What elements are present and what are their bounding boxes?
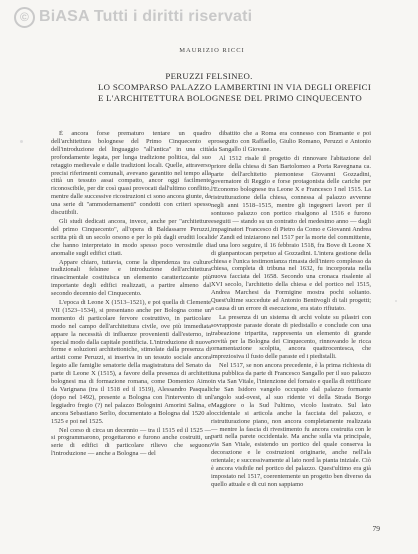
paragraph: Al 1512 risale il progetto di rinnovare l'abitazione del priore della chiesa di San Bartolomeo a Porta Ravegnana ca. parte dell'architetto piemontese Giovanni Gozzadini, governatore di Reggio e forse protagonista delle cariche per l'Economo bolognese tra Leone X e Francesco I nel 1515. La ristrutturazione della chiesa, connessa al palazzo avvenne negli anni 1518–1515, mentre gli ingegneri lavori per il sontuoso palazzo con portico risalgono al 1516 e furono eseguiti — stando su un contratto del medesimo anno — dagli impaginatori Francesco di Pietro da Como e Giovanni Andrea de' Zandi ed iniziarono nel 1517 per la morte del committente, ad una loro seguire, il 16 febbraio 1518, fra Bove di Leone X di gianpantocan perpetuo al Gozzadini. L'intera gestione della chiesa e l'unica testimonianza rimasta dell'intero complesso da chiesa, completa di tribuna nel 1632, fu incorporata nella nuova facciata del 1658. Secondo una cronaca risalente al XVI secolo, l'architetto della chiesa e del portico nel 1515, Andrea Marchesi da Formigine mostra pochi soltanto. Quest'ultime succedute ad Antonio Bentivogli di tali progetti; a causa di un errore di esecuzione, era stato rifiutato. <box>211 154 371 312</box>
paragraph: Gli studi dedicati ancora, invece, anche per "architetture del primo Cinquecento", all'opera di Baldassarre Peruzzi, scritta più di un secolo orsono e per lo più dagli eruditi locali che hanno interpretato in modo spesso poco verosimile di anomalie sugli edifici citati. <box>51 217 211 257</box>
watermark <box>14 4 414 30</box>
paragraph: Nel corso di circa un decennio — tra il 1515 ed il 1525 — si programmarono, progettarono e furono anche costruiti, un serie di edifici di particolare rilievo che seguono l'introduzione — anche a Bologna — del <box>51 426 211 458</box>
text-column-right <box>211 130 371 525</box>
title-line: PERUZZI FELSINEO. <box>165 71 253 81</box>
paragraph: La presenza di un sistema di archi volute su pilastri con sovrapposte paraste dorate di piedistallo e conclude con una trabeazione tripartita, rappresenta un elemento di grande novità per la Bologna dei Cinquecento, rinnovando le ricca ornamentazione scolpita, ancora quattrocentesca, che impreziosiva il fusto delle paraste ed i piedistalli. <box>211 313 371 361</box>
article-author: MAURIZIO RICCI <box>179 47 245 54</box>
paragraph: L'epoca di Leone X (1513–1521), e poi quella di Clemente VII (1523–1534), si presentano anche per Bologna come un momento di particolare fervore costruttivo, in particolare modo nel campo dell'architettura civile, ove più immediata appare la necessità di influenze provenienti dall'esterno, in special modo dalla capitale pontificia. L'introduzione di nuove forme e soluzioni architettoniche, stimolate dalla presenza di artisti come Peruzzi, si inseriva in un tessuto sociale ancora legato alle famiglie senatorie della magistratura del Senato da parte di Leone X (1515), a favore della presenza di architetti bolognesi ma di formazione romana, come Domenico Aimo da Varignana (tra il 1518 ed il 1519), Alessandro Pasquali (dopo nel 1492), presente a Bologna con l'intervento di un leggiadro fregio (?) nel palazzo Bolognini Amorini Salina, e ancora Sebastiano Serlio, documentato a Bologna dal 1520 al 1525 e poi nel 1525. <box>51 299 211 425</box>
paragraph: Nel 1517, se non ancora precedente, è la prima richiesta di una pubblica da parte di Francesco Sangallo per il suo palazzo in via San Vitale, l'intenzione del fornaio e quella di rettificare che San Isidoro vangelo occupato dal palazzo formante l'angolo sud-ovest, al suo ridente vi della Strada Borgo Maggiore o la Sud l'ultimo, vicolo lustrato. Sul lato occidentale si articola anche la facciata del palazzo, e ristrutturazione piano, non ancora completamente realizzata — mentre la fascia di rivestimento fu ancora costruita con le parti nella parete occidentale. Ma anche sulla via principale, via San Vitale, esistendo un portico del quale conserva la decorazione e le costruzioni originarie, anche nell'ala orientale; e successivamente al lato nord la pianta iniziale. Ciò è ancora visibile nel portico del palazzo. Quest'ultimo era già impostato nel 1517, coerentemente un progetto ben diverso da quello attuale e di cui non sappiamo <box>211 362 371 488</box>
paragraph: dibattito che a Roma era connesso con Bramante e poi proseguito con Raffaello, Giulio Romano, Peruzzi e Antonio da Sangallo il Giovane. <box>211 130 371 153</box>
paragraph: È ancora forse prematuro tentare un quadro dell'architettura bolognese del Primo Cinquecento e dell'introduzione del linguaggio "all'antica" in una città profondamente legata, per lunga tradizione politica, dal suo retaggio medievale e dalle tradizioni locali. Quelle, attraverso precisi riferimenti comunali, avevano garantito nel tempo alla città un tessuto assai compatto, ancor oggi facilmente riconoscibile, per dir così quasi provocati dall'ultimo conflitto, mentre dalle successive ricostruzioni ci sono ancora giunte, da una serie di "ammodernamenti" condotti con criteri spesso discutibili. <box>51 130 211 217</box>
paragraph: Appare chiaro, tuttavia, come la dipendenza tra culture tradizionali felsinee e introduzione dell'architettura rinascimentale costituisca un elemento caratterizzante più importante degli edifici realizzati, a partire almeno dal secondo decennio del Cinquecento. <box>51 258 211 298</box>
scan-speck <box>20 140 23 143</box>
title-line: E L'ARCHITETTURA BOLOGNESE DEL PRIMO CINQUECENTO <box>98 93 362 103</box>
scan-speck <box>395 300 397 302</box>
page-number: 79 <box>372 524 380 533</box>
article-title <box>98 71 372 104</box>
copyright-icon: © <box>14 7 35 28</box>
text-column-left <box>51 130 211 525</box>
title-line: LO SCOMPARSO PALAZZO LAMBERTINI IN VIA DEGLI OREFICI <box>98 82 372 92</box>
watermark-text: BiASA Tutti i diritti riservati <box>39 8 253 25</box>
